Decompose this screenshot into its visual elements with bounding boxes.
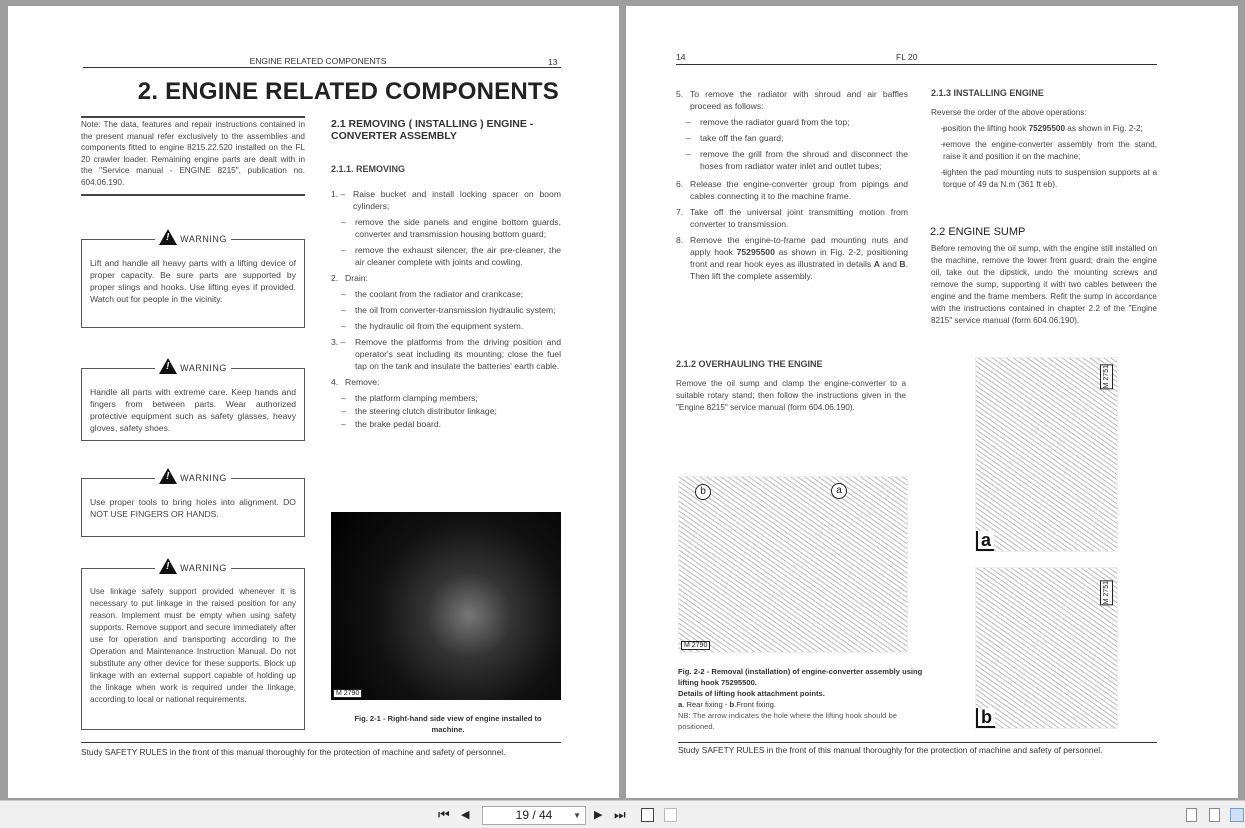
footer-note: Study SAFETY RULES in the front of this manual thoroughly for the protection of machine and safety of personnel. [81, 747, 506, 757]
engine-lifting-drawing: b a M 2790 [678, 476, 908, 653]
pdf-page-13 [8, 6, 619, 798]
warning-icon [159, 358, 177, 374]
page-number: 14 [676, 52, 686, 62]
note-text: Note: The data, features and repair instructions contained in the present manual refer exclusively to the assemblies and components fitted to engine 8215.22.520 installed on the FL 20 crawler loader. Remaining engine parts are dealt with in the "Service manual - ENGINE 8215", publication no. 604.06.190. [81, 120, 305, 187]
detail-a-drawing: a M 2751 [975, 357, 1118, 552]
running-header: FL 20 [896, 52, 918, 62]
warning-icon [159, 468, 177, 484]
single-page-view-icon[interactable] [1186, 808, 1197, 822]
first-page-button[interactable]: ⏮ [438, 807, 450, 822]
installing-title: 2.1.3 INSTALLING ENGINE [931, 88, 1044, 98]
removing-steps: 1. – Raise bucket and install locking spacer on boom cylinders; – remove the side panels and engine bottom guards, converter and transmission housing bottom guard; – remove the exhaust silencer, the air pre-cleaner, the air cleaner complete with joints and cowling. 2. Drain: – the coolant from the radiator and crankcase; – the oil from converter-transmission hydraulic system; – the hydraulic oil from the equipment system. 3. – Remove the platforms from the driving position and operator's seat including its mounting; close the fuel tap on the tank and insulate the batteries' earth cable. 4. Remove: – the platform clamping members; – the steering clutch distributor linkage; – the brake pedal board. [331, 188, 561, 434]
viewer-toolbar [0, 800, 1245, 828]
last-page-button[interactable]: ⏭ [614, 807, 626, 822]
warning-box: !WARNING Handle all parts with extreme care. Keep hands and fingers from between parts. Wear authorized protective equipment such as safety glasses, heavy gloves, safety shoes. [81, 368, 305, 441]
overhaul-title: 2.1.2 OVERHAULING THE ENGINE [676, 359, 823, 369]
fit-width-icon[interactable] [664, 808, 677, 822]
warning-box: !WARNING Lift and handle all heavy parts with a lifting device of proper capacity. Be sure parts are supported by proper slings and hooks. Use lifting eyes if provided. Watch out for people in the vicinity. [81, 239, 305, 328]
page-title: 2. ENGINE RELATED COMPONENTS [137, 78, 559, 105]
warning-icon [159, 229, 177, 245]
two-page-view-icon[interactable] [1230, 808, 1244, 822]
figure-caption: Fig. 2-1 - Right-hand side view of engine installed to machine. [354, 714, 542, 734]
overhaul-text: Remove the oil sump and clamp the engine-converter to a suitable rotary stand; then follow the instructions given in the "Engine 8215" service manual (form 604.06.190). [676, 379, 906, 412]
footer-note: Study SAFETY RULES in the front of this manual thoroughly for the protection of machine and safety of personnel. [678, 745, 1103, 755]
running-header: ENGINE RELATED COMPONENTS [249, 56, 387, 66]
installing-steps: Reverse the order of the above operations: – position the lifting hook 75295500 as shown in Fig. 2-2; – remove the engine-converter assembly from the stand, raise it and position it on the machine; – tighten the pad mounting nuts to suspension supports at a torque of 49 da N.m (361 ft eb). [931, 107, 1157, 195]
previous-page-button[interactable]: ◀ [461, 809, 470, 821]
chevron-down-icon: ▼ [573, 811, 581, 820]
page-number: 13 [548, 57, 558, 67]
detail-b-drawing: b M 2751 [975, 567, 1118, 729]
engine-photo: M 2790 [331, 512, 561, 700]
section-title: 2.1 REMOVING ( INSTALLING ) ENGINE - CONVERTER ASSEMBLY [331, 118, 534, 142]
pdf-page-14 [626, 6, 1238, 798]
warning-box: !WARNING Use linkage safety support provided whenever it is necessary to put linkage in the raised position for any reason. Implement must be empty when using safety supports. Remove support and secure immediately after use for operation and transporting according to the Operation and Maintenance Instruction Manual. Do not substitute any other device for these supports. Block up linkage with an external support capable of holding up the linkage when work is required under the linkage, according to local or national requirements. [81, 568, 305, 730]
warning-icon [159, 558, 177, 574]
continuous-view-icon[interactable] [1209, 808, 1220, 822]
removing-steps-continued: 5. To remove the radiator with shroud and air baffles proceed as follows: – remove the radiator guard from the top; – take off the fan guard; – remove the grill from the shroud and disconnect the hoses from radiator water inlet and outlet tubes; 6. Release the engine-converter group from pipings and cables connecting it to the machine frame. 7. Take off the universal joint transmitting motion from converter to transmission. 8. Remove the engine-to-frame pad mounting nuts and apply hook 75295500 as shown in Fig. 2-2, positioning front and rear hook eyes as illustrated in details A and B. Then lift the complete assembly. [676, 88, 908, 286]
warning-box: !WARNING Use proper tools to bring holes into alignment. DO NOT USE FINGERS OR HANDS. [81, 478, 305, 537]
fit-page-icon[interactable] [641, 808, 654, 822]
page-selector[interactable]: 19 / 44 ▼ [482, 806, 586, 825]
subsection-title: 2.1.1. REMOVING [331, 164, 406, 174]
next-page-button[interactable]: ▶ [594, 809, 603, 821]
engine-sump-text: Before removing the oil sump, with the engine still installed on the machine, remove the lower front guard; drain the engine oil, take out the dipstick, undo the mounting screws and remove the sump, supporting it with two cables between the engine and the frame members. Refit the sump in accordance with the instructions contained in chapter 2.2 of the "Engine 8215" service manual (form 604.06.190). [931, 244, 1157, 325]
engine-sump-title: 2.2 ENGINE SUMP [930, 226, 1026, 238]
figure-caption: Fig. 2-2 - Removal (installation) of engine-converter assembly using lifting hook 75295500. Details of lifting hook attachment points. a. Rear fixing - b.Front fixing. NB: The arrow indicates the hole where the lifting hook should be positioned. [678, 667, 923, 731]
